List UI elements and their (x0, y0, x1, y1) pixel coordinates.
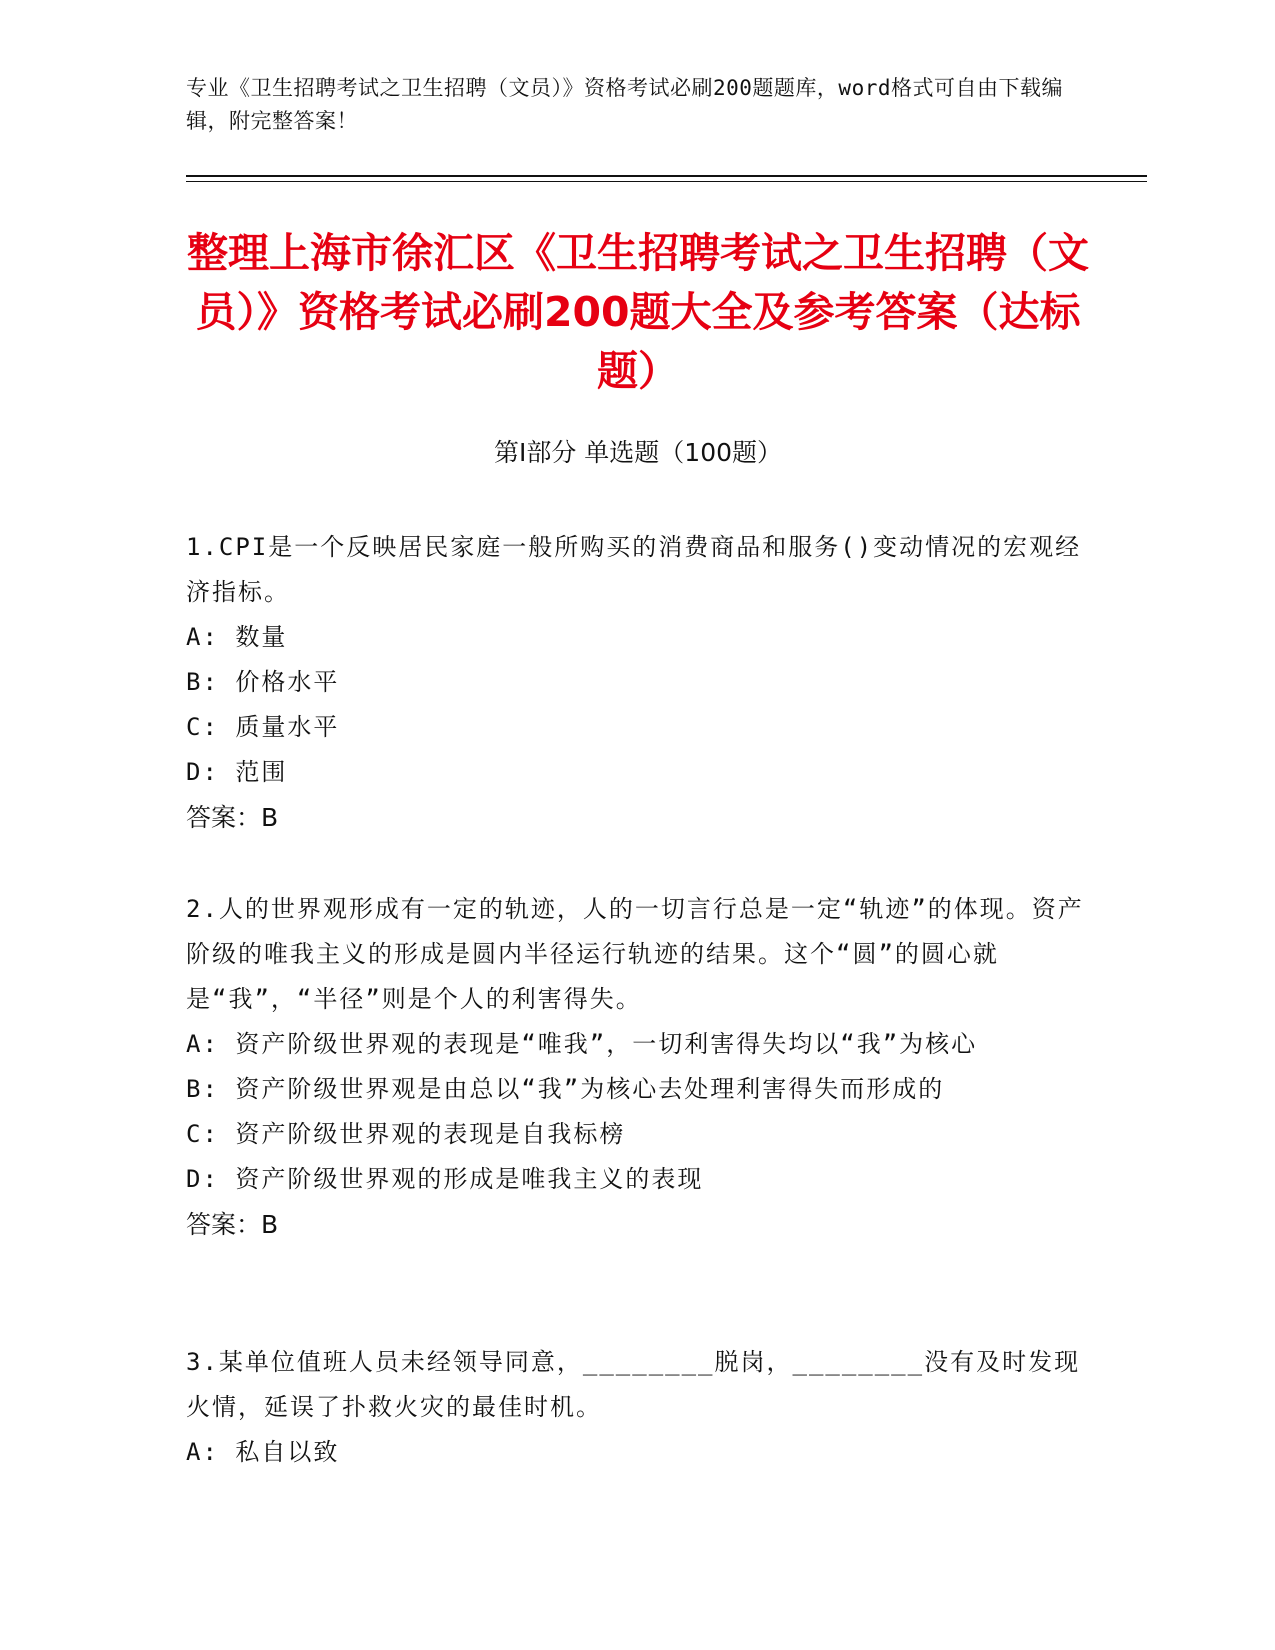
header-note: 专业《卫生招聘考试之卫生招聘（文员）》资格考试必刷200题题库，word格式可自由下载编辑，附完整答案！ (186, 76, 1063, 133)
option-b: B: 价格水平 (186, 668, 340, 696)
answer: 答案：B (186, 803, 279, 832)
question-stem: 2.人的世界观形成有一定的轨迹，人的一切言行总是一定“轨迹”的体现。资产阶级的唯我主义的形成是圆内半径运行轨迹的结果。这个“圆”的圆心就是“我”，“半径”则是个人的利害得失。 (186, 895, 1084, 1013)
option-c: C: 资产阶级世界观的表现是自我标榜 (186, 1120, 626, 1148)
option-d: D: 资产阶级世界观的形成是唯我主义的表现 (186, 1165, 704, 1193)
question-stem: 1.CPI是一个反映居民家庭一般所购买的消费商品和服务()变动情况的宏观经济指标。 (186, 533, 1082, 606)
option-a: A: 数量 (186, 623, 288, 651)
answer: 答案：B (186, 1210, 279, 1239)
question-2 (186, 887, 1086, 1247)
header-rule-thick (186, 175, 1147, 177)
option-c: C: 质量水平 (186, 713, 340, 741)
document-title: 整理上海市徐汇区《卫生招聘考试之卫生招聘（文员）》资格考试必刷200题大全及参考答案（达标题） (187, 229, 1089, 395)
question-3 (186, 1340, 1086, 1475)
question-stem: 3.某单位值班人员未经领导同意，________脱岗，________没有及时发现火情，延误了扑救火灾的最佳时机。 (186, 1348, 1081, 1421)
question-1 (186, 525, 1086, 840)
option-d: D: 范围 (186, 758, 288, 786)
option-a: A: 私自以致 (186, 1438, 340, 1466)
option-a: A: 资产阶级世界观的表现是“唯我”，一切利害得失均以“我”为核心 (186, 1030, 978, 1058)
option-b: B: 资产阶级世界观是由总以“我”为核心去处理利害得失而形成的 (186, 1075, 945, 1103)
section-heading: 第I部分 单选题（100题） (493, 438, 783, 467)
header-rule-thin (186, 181, 1147, 182)
